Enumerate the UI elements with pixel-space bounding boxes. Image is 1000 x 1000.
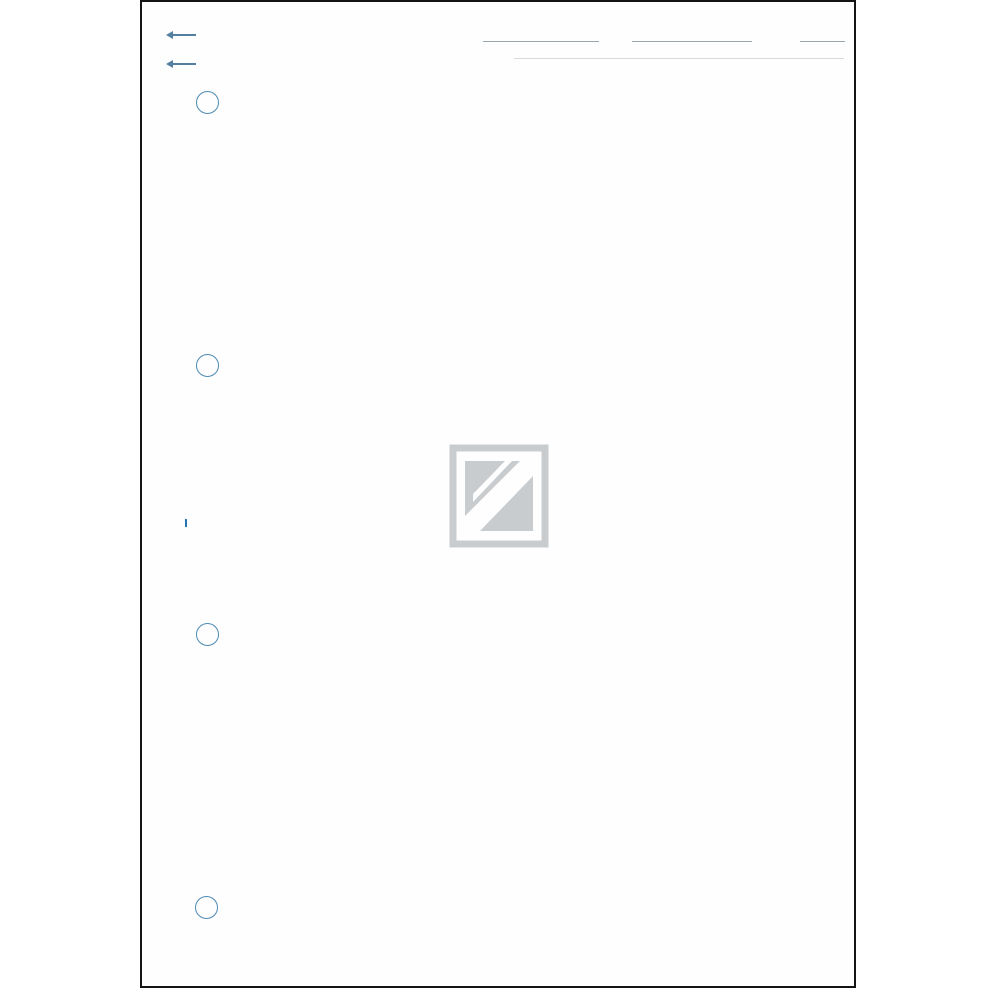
column-header-einnahmen-brutto: [505, 65, 586, 97]
typewriter-arrow-icon: [168, 34, 196, 36]
punch-hole: [196, 354, 219, 377]
column-header-konto: [805, 65, 846, 97]
zweckform-z-watermark-icon: [449, 443, 549, 554]
avery-zweckform-logo: [171, 491, 201, 555]
column-header-vorsteuer: [687, 81, 739, 97]
column-header-beleg-nr: [252, 65, 287, 97]
column-header-datum: [217, 65, 252, 97]
column-header-netto: [739, 81, 805, 97]
column-header-ausgaben: [589, 65, 805, 81]
punch-hole: [195, 896, 218, 919]
vom-field-line: [483, 41, 599, 42]
column-header-vorgang: [287, 65, 419, 97]
filiale-field-line: [514, 58, 844, 59]
form-page: [140, 0, 856, 988]
seite-field-line: [800, 41, 845, 42]
punch-hole: [196, 623, 219, 646]
column-header-percent: [657, 81, 687, 97]
column-header-ausgaben-brutto: [586, 81, 657, 97]
bis-field-line: [632, 41, 752, 42]
avery-logo-text: [185, 519, 187, 527]
typewriter-arrow-icon: [168, 63, 196, 65]
punch-hole: [196, 91, 219, 114]
